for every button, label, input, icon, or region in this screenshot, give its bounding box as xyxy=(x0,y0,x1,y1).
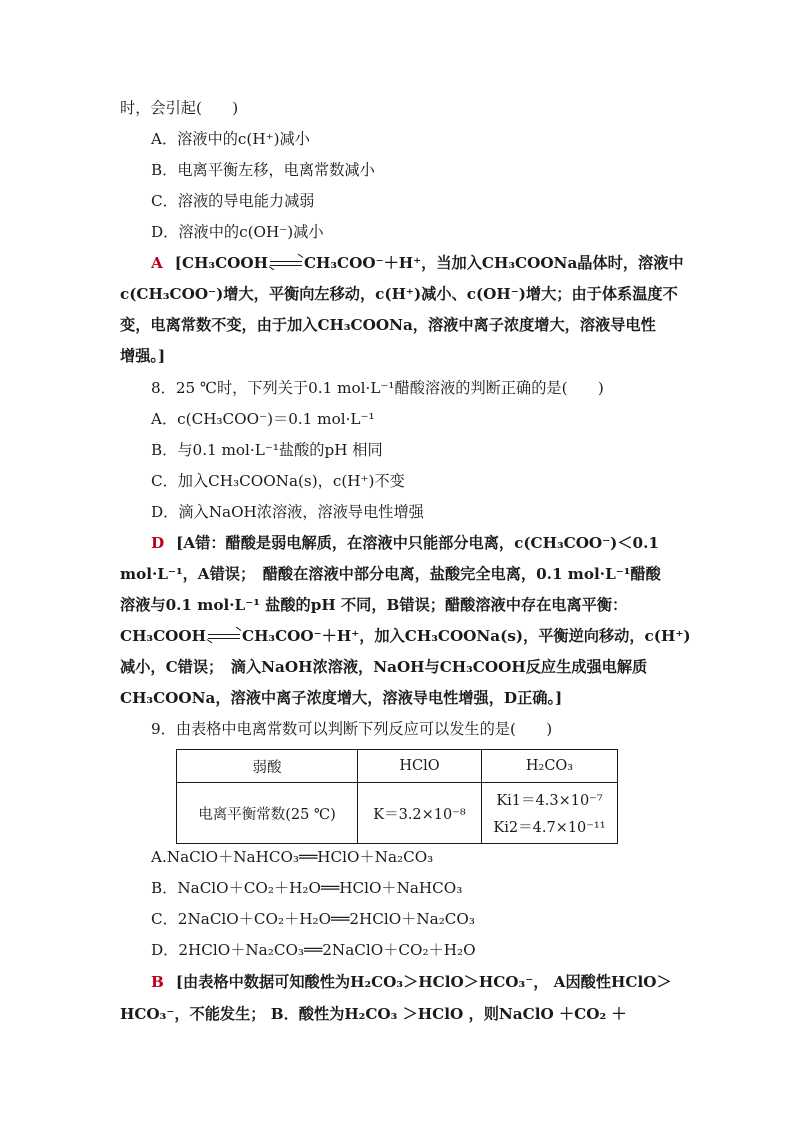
q8-option-c-text: C．加入CH₃COONa(s)，c(H⁺)不变 xyxy=(151,472,405,490)
q8-option-d xyxy=(151,502,424,522)
hclo-constant-cell: K＝3.2×10⁻⁸ xyxy=(358,783,482,844)
q7-option-d xyxy=(151,222,324,242)
q7-explanation-text-1: c(CH₃COO⁻)增大，平衡向左移动，c(H⁺)减小、c(OH⁻)增大；由于体系温度不 xyxy=(120,285,678,303)
q9-answer: B xyxy=(151,973,164,991)
q9-option-c xyxy=(151,909,475,929)
table-header-row xyxy=(177,750,618,783)
q9-explanation-text-2: HCO₃⁻，不能发生； B．酸性为H₂CO₃ ＞HClO ，则NaClO ＋CO₂ ＋ xyxy=(120,1005,627,1023)
q8-explanation-text-4: 减小，C错误； 滴入NaOH浓溶液，NaOH与CH₃COOH反应生成强电解质 xyxy=(120,658,648,676)
q9-explanation-line-1 xyxy=(151,972,672,992)
q9-explanation-line-2 xyxy=(120,1004,627,1024)
q9-option-b-text: B．NaClO＋CO₂＋H₂O══HClO＋NaHCO₃ xyxy=(151,879,463,897)
q8-explanation-line-6 xyxy=(120,688,562,708)
q7-answer: A xyxy=(151,254,163,272)
table-header-cell: H₂CO₃ xyxy=(482,750,618,783)
q7-stem xyxy=(120,98,238,118)
q8-explanation-line-2 xyxy=(120,564,661,584)
q7-option-c xyxy=(151,191,315,211)
q9-option-a xyxy=(151,847,433,867)
q8-explanation-text-5: CH₃COONa，溶液中离子浓度增大，溶液导电性增强，D正确。] xyxy=(120,689,563,707)
q8-option-d-text: D．滴入NaOH浓溶液，溶液导电性增强 xyxy=(151,503,424,521)
q9-option-a-text: A.NaClO＋NaHCO₃══HClO＋Na₂CO₃ xyxy=(151,848,434,866)
equilibrium-arrow-icon xyxy=(270,259,302,269)
q8-option-b-text: B．与0.1 mol·L⁻¹盐酸的pH 相同 xyxy=(151,441,383,459)
q7-explanation-line-1: A [CH₃COOH CH₃COO⁻＋H⁺，当加入CH₃COONa晶体时，溶液中 xyxy=(151,254,684,272)
q9-option-d xyxy=(151,940,476,960)
q9-option-c-text: C．2NaClO＋CO₂＋H₂O══2HClO＋Na₂CO₃ xyxy=(151,910,475,928)
q7-explanation-text-2: 变，电离常数不变，由于加入CH₃COONa，溶液中离子浓度增大，溶液导电性 xyxy=(120,316,656,334)
q7-option-d-text: D．溶液中的c(OH⁻)减小 xyxy=(151,223,324,241)
q7-option-a-text: A．溶液中的c(H⁺)减小 xyxy=(151,130,310,148)
q8-explanation-text-3: 溶液与0.1 mol·L⁻¹ 盐酸的pH 不同，B错误；醋酸溶液中存在电离平衡： xyxy=(120,596,628,614)
ionization-constant-table xyxy=(176,749,618,844)
q8-option-b xyxy=(151,440,383,460)
q9-stem-text: 9．由表格中电离常数可以判断下列反应可以发生的是( ) xyxy=(151,720,553,738)
q7-explanation-line-4 xyxy=(120,346,165,366)
k1-value: Ki1＝4.3×10⁻⁷ xyxy=(496,793,603,809)
q7-option-b xyxy=(151,160,375,180)
table-row-label: 电离平衡常数(25 ℃) xyxy=(177,783,358,844)
q8-stem-text: 8．25 ℃时，下列关于0.1 mol·L⁻¹醋酸溶液的判断正确的是( ) xyxy=(151,379,604,397)
q9-explanation-text-1: [由表格中数据可知酸性为H₂CO₃＞HClO＞HCO₃⁻， A因酸性HClO＞ xyxy=(175,973,672,991)
q9-option-b xyxy=(151,878,462,898)
q9-stem xyxy=(151,719,552,739)
q8-option-a-text: A．c(CH₃COO⁻)＝0.1 mol·L⁻¹ xyxy=(151,410,375,428)
q7-explanation-line-2 xyxy=(120,284,678,304)
q8-answer: D xyxy=(151,534,165,552)
h2co3-constant-cell xyxy=(482,783,618,844)
q8-option-a xyxy=(151,409,375,429)
q8-stem xyxy=(151,378,604,398)
q8-explanation-line-4: CH₃COOH CH₃COO⁻＋H⁺，加入CH₃COONa(s)，平衡逆向移动，c(H⁺) xyxy=(120,627,691,645)
q8-explanation-text-1: [A错：醋酸是弱电解质，在溶液中只能部分电离，c(CH₃COO⁻)＜0.1 xyxy=(176,534,659,552)
q7-option-a xyxy=(151,129,310,149)
k2-value: Ki2＝4.7×10⁻¹¹ xyxy=(493,820,606,836)
q9-option-d-text: D．2HClO＋Na₂CO₃══2NaClO＋CO₂＋H₂O xyxy=(151,941,476,959)
q7-option-c-text: C．溶液的导电能力减弱 xyxy=(151,192,315,210)
q8-explanation-line-1 xyxy=(151,533,659,553)
q7-explanation-line-3 xyxy=(120,315,656,335)
table-header-cell: 弱酸 xyxy=(177,750,358,783)
q8-explanation-text-2: mol·L⁻¹，A错误； 醋酸在溶液中部分电离，盐酸完全电离，0.1 mol·L⁻¹醋酸 xyxy=(120,565,661,583)
q8-option-c xyxy=(151,471,405,491)
q8-explanation-line-5 xyxy=(120,657,647,677)
q7-explanation-text-3: 增强。] xyxy=(120,347,166,365)
q7-option-b-text: B．电离平衡左移，电离常数减小 xyxy=(151,161,375,179)
table-row xyxy=(177,783,618,844)
q7-stem-text: 时，会引起( ) xyxy=(120,99,239,117)
q8-explanation-line-3 xyxy=(120,595,627,615)
equilibrium-arrow-icon xyxy=(208,632,240,642)
table-header-cell: HClO xyxy=(358,750,482,783)
